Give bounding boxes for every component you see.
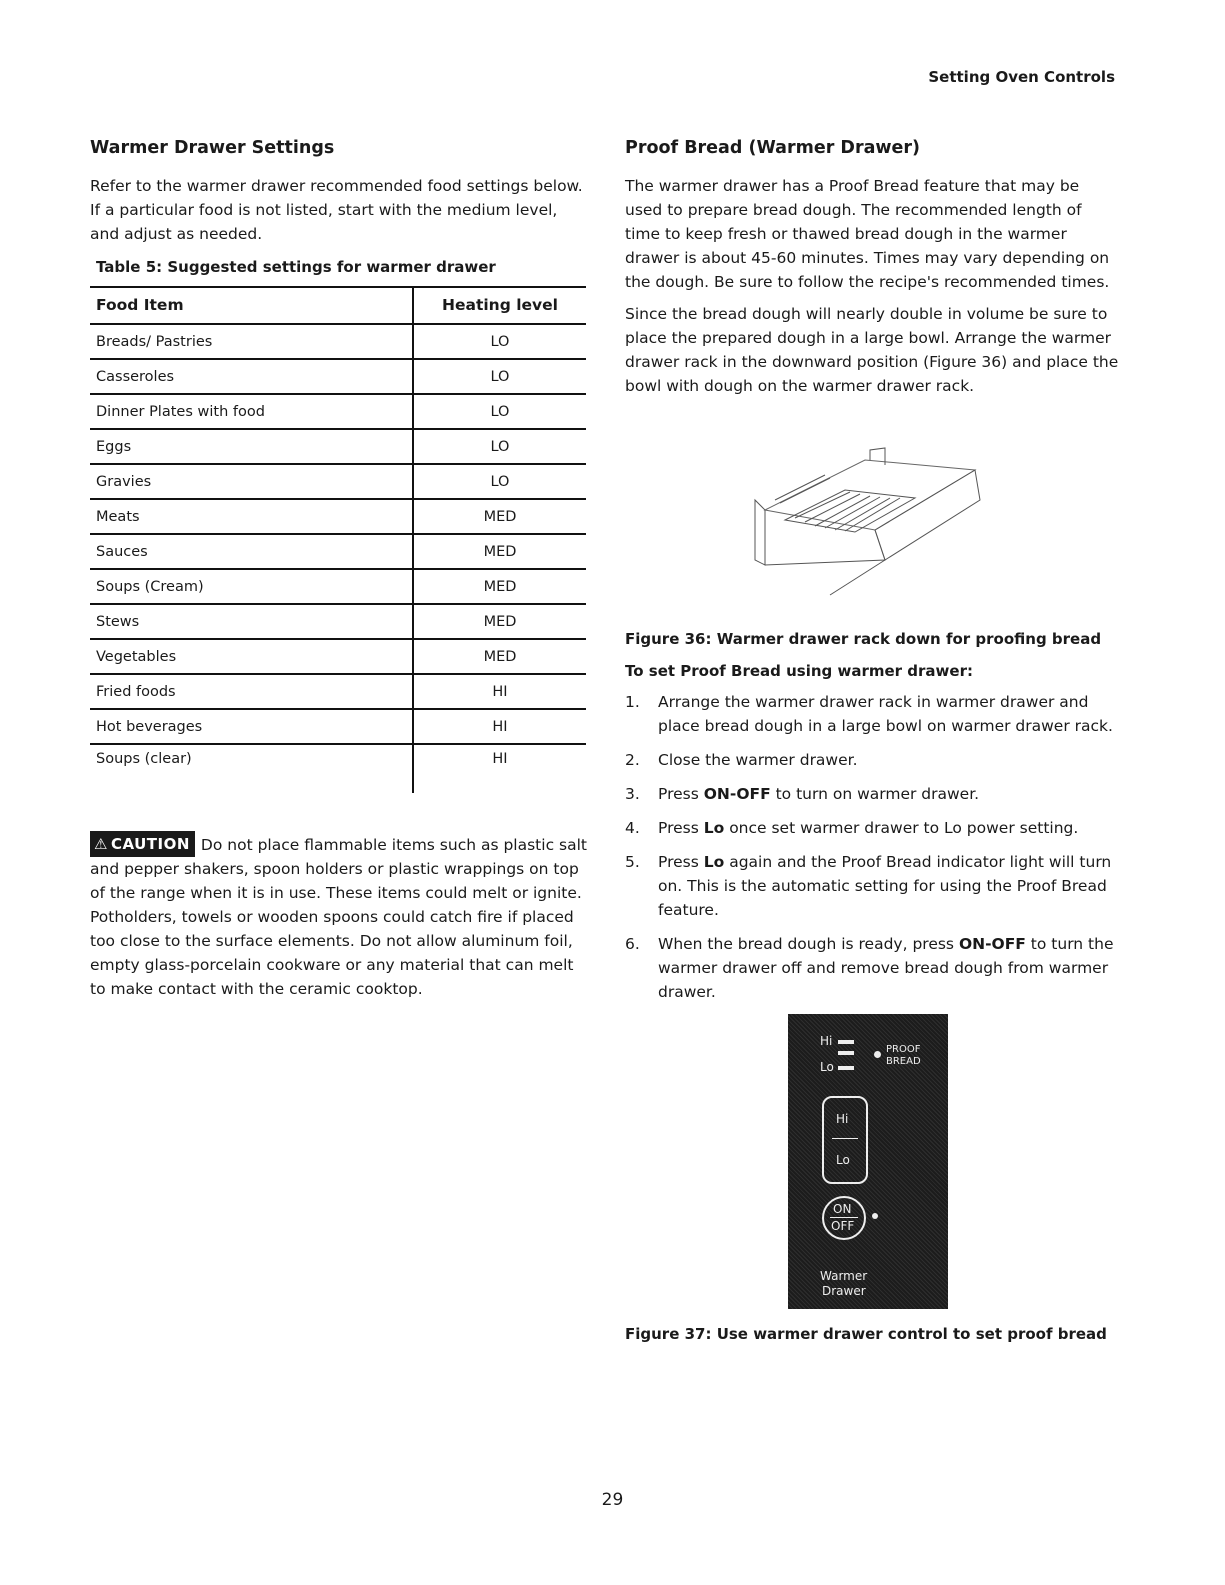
- step-text-pre: When the bread dough is ready, press: [658, 935, 959, 953]
- heating-level-cell: MED: [413, 569, 586, 604]
- on-indicator-light: [872, 1213, 878, 1219]
- food-item-cell: Fried foods: [90, 674, 413, 709]
- step-text-pre: Press: [658, 785, 704, 803]
- table-row: [90, 709, 586, 744]
- step-text: [658, 782, 979, 806]
- step-text-pre: Close the warmer drawer.: [658, 751, 858, 769]
- proof-paragraph-1: The warmer drawer has a Proof Bread feature that may be used to prepare bread dough. The recommended length of time to keep fresh or thawed bread dough in the warmer drawer is about 45-60 minutes. Times may vary depending on the dough. Be sure to follow the recipe's recommended times.: [625, 177, 1110, 291]
- left-column: [90, 138, 590, 1001]
- food-item-cell: Soups (Cream): [90, 569, 413, 604]
- table-row: [90, 499, 586, 534]
- step-number: 4.: [625, 819, 640, 837]
- heating-level-cell: LO: [413, 429, 586, 464]
- heating-level-cell: HI: [413, 744, 586, 793]
- section-header: Setting Oven Controls: [928, 68, 1115, 86]
- step-item: [625, 748, 1120, 772]
- step-item: [625, 932, 1120, 1004]
- heating-level-cell: MED: [413, 639, 586, 674]
- steps-title: To set Proof Bread using warmer drawer:: [625, 662, 973, 680]
- steps-list: [625, 690, 1120, 1004]
- table-row: [90, 744, 586, 793]
- food-item-cell: Sauces: [90, 534, 413, 569]
- column-header-food: Food Item: [90, 287, 413, 324]
- step-text: [658, 748, 858, 772]
- lo-indicator-bar: [838, 1066, 854, 1070]
- step-number: 6.: [625, 935, 640, 953]
- warmer-label: Warmer: [820, 1269, 868, 1283]
- intro-paragraph: Refer to the warmer drawer recommended food settings below. If a particular food is not listed, start with the medium level, and adjust as needed.: [90, 177, 583, 243]
- table-row: [90, 359, 586, 394]
- bread-label: BREAD: [886, 1056, 921, 1067]
- hi-button-label: Hi: [836, 1112, 849, 1126]
- food-item-cell: Breads/ Pastries: [90, 324, 413, 359]
- right-column: [625, 138, 1120, 1357]
- step-item: [625, 690, 1120, 738]
- heating-level-cell: MED: [413, 534, 586, 569]
- table-row: [90, 569, 586, 604]
- food-item-cell: Soups (clear): [96, 751, 192, 767]
- food-item-cell: Meats: [90, 499, 413, 534]
- step-number: 1.: [625, 693, 640, 711]
- proof-label: PROOF: [886, 1044, 921, 1055]
- food-item-cell: Stews: [90, 604, 413, 639]
- heating-level-cell: HI: [413, 674, 586, 709]
- warmer-drawer-control-panel: [788, 1014, 948, 1309]
- figure-36-caption: Figure 36: Warmer drawer rack down for proofing bread: [625, 630, 1102, 648]
- step-text-post: once set warmer drawer to Lo power setting.: [724, 819, 1079, 837]
- table-row: [90, 674, 586, 709]
- table-row: [90, 604, 586, 639]
- warmer-drawer-illustration: [745, 440, 985, 610]
- step-text: [658, 932, 1120, 1004]
- food-item-cell: Gravies: [90, 464, 413, 499]
- step-key-name: ON-OFF: [958, 935, 1026, 953]
- on-off-button[interactable]: [822, 1196, 866, 1240]
- step-text-post: to turn the warmer drawer off and remove bread dough from warmer drawer.: [658, 935, 1114, 1001]
- hi-indicator-bar: [838, 1040, 854, 1044]
- step-text-post: again and the Proof Bread indicator light will turn on. This is the automatic setting for using the Proof Bread feature.: [658, 853, 1112, 919]
- drawer-label: Drawer: [822, 1284, 866, 1298]
- step-text-post: to turn on warmer drawer.: [770, 785, 980, 803]
- step-number: 2.: [625, 751, 640, 769]
- warning-triangle-icon: ⚠: [94, 835, 108, 853]
- step-item: [625, 850, 1120, 922]
- settings-table: [90, 286, 586, 793]
- caution-label: CAUTION: [110, 835, 190, 853]
- step-number: 3.: [625, 785, 640, 803]
- heating-level-cell: MED: [413, 499, 586, 534]
- table-caption: Table 5: Suggested settings for warmer drawer: [96, 258, 496, 276]
- heating-level-cell: LO: [413, 394, 586, 429]
- step-text-pre: Press: [658, 819, 704, 837]
- step-key-name: Lo: [703, 853, 725, 871]
- table-row: [90, 324, 586, 359]
- step-text: [658, 850, 1120, 922]
- step-item: [625, 782, 1120, 806]
- step-item: [625, 816, 1120, 840]
- step-text-pre: Arrange the warmer drawer rack in warmer drawer and place bread dough in a large bowl on warmer drawer rack.: [658, 693, 1113, 735]
- food-item-cell: Casseroles: [90, 359, 413, 394]
- table-row: [90, 429, 586, 464]
- off-label: OFF: [831, 1219, 855, 1233]
- table-row: [90, 464, 586, 499]
- heating-level-cell: LO: [413, 324, 586, 359]
- heating-level-cell: MED: [413, 604, 586, 639]
- hi-lo-button[interactable]: [822, 1096, 868, 1184]
- section-title-proof-bread: Proof Bread (Warmer Drawer): [625, 138, 921, 158]
- table-row: [90, 394, 586, 429]
- page-number: 29: [601, 1490, 624, 1510]
- proof-paragraph-2: Since the bread dough will nearly double in volume be sure to place the prepared dough in a large bowl. Arrange the warmer drawer rack in the downward position (Figure 36) and place the bowl with dough on the warmer drawer rack.: [625, 305, 1119, 395]
- on-off-divider: [830, 1217, 858, 1218]
- food-item-cell: Vegetables: [90, 639, 413, 674]
- caution-notice: [90, 831, 590, 1001]
- lo-button-label: Lo: [836, 1153, 850, 1167]
- food-item-cell: Eggs: [90, 429, 413, 464]
- on-label: ON: [833, 1202, 852, 1216]
- food-item-cell: Dinner Plates with food: [90, 394, 413, 429]
- heating-level-cell: LO: [413, 359, 586, 394]
- step-key-name: ON-OFF: [703, 785, 771, 803]
- hi-indicator-label: Hi: [820, 1034, 833, 1048]
- step-key-name: Lo: [703, 819, 725, 837]
- caution-text: Do not place flammable items such as plastic salt and pepper shakers, spoon holders or plastic wrappings on top of the range when it is in use. These items could melt or ignite. Potholders, towels or wooden spoons could catch fire if placed too close to the surface elements. Do not allow aluminum foil, empty glass-porcelain cookware or any material that can melt to make contact with the ceramic cooktop.: [90, 836, 587, 998]
- section-title-warmer-drawer: Warmer Drawer Settings: [90, 138, 335, 158]
- column-header-level: Heating level: [413, 287, 586, 324]
- figure-37-caption: Figure 37: Use warmer drawer control to set proof bread: [625, 1325, 1107, 1343]
- table-row: [90, 639, 586, 674]
- step-text: [658, 690, 1120, 738]
- proof-bread-indicator-light: [874, 1051, 881, 1058]
- heating-level-cell: LO: [413, 464, 586, 499]
- heating-level-cell: HI: [413, 709, 586, 744]
- step-number: 5.: [625, 853, 640, 871]
- hi-lo-divider: [832, 1138, 858, 1139]
- caution-badge: [90, 831, 195, 857]
- step-text-pre: Press: [658, 853, 704, 871]
- food-item-cell: Hot beverages: [90, 709, 413, 744]
- table-row: [90, 534, 586, 569]
- lo-indicator-label: Lo: [820, 1060, 834, 1074]
- step-text: [658, 816, 1078, 840]
- mid-indicator-bar: [838, 1051, 854, 1055]
